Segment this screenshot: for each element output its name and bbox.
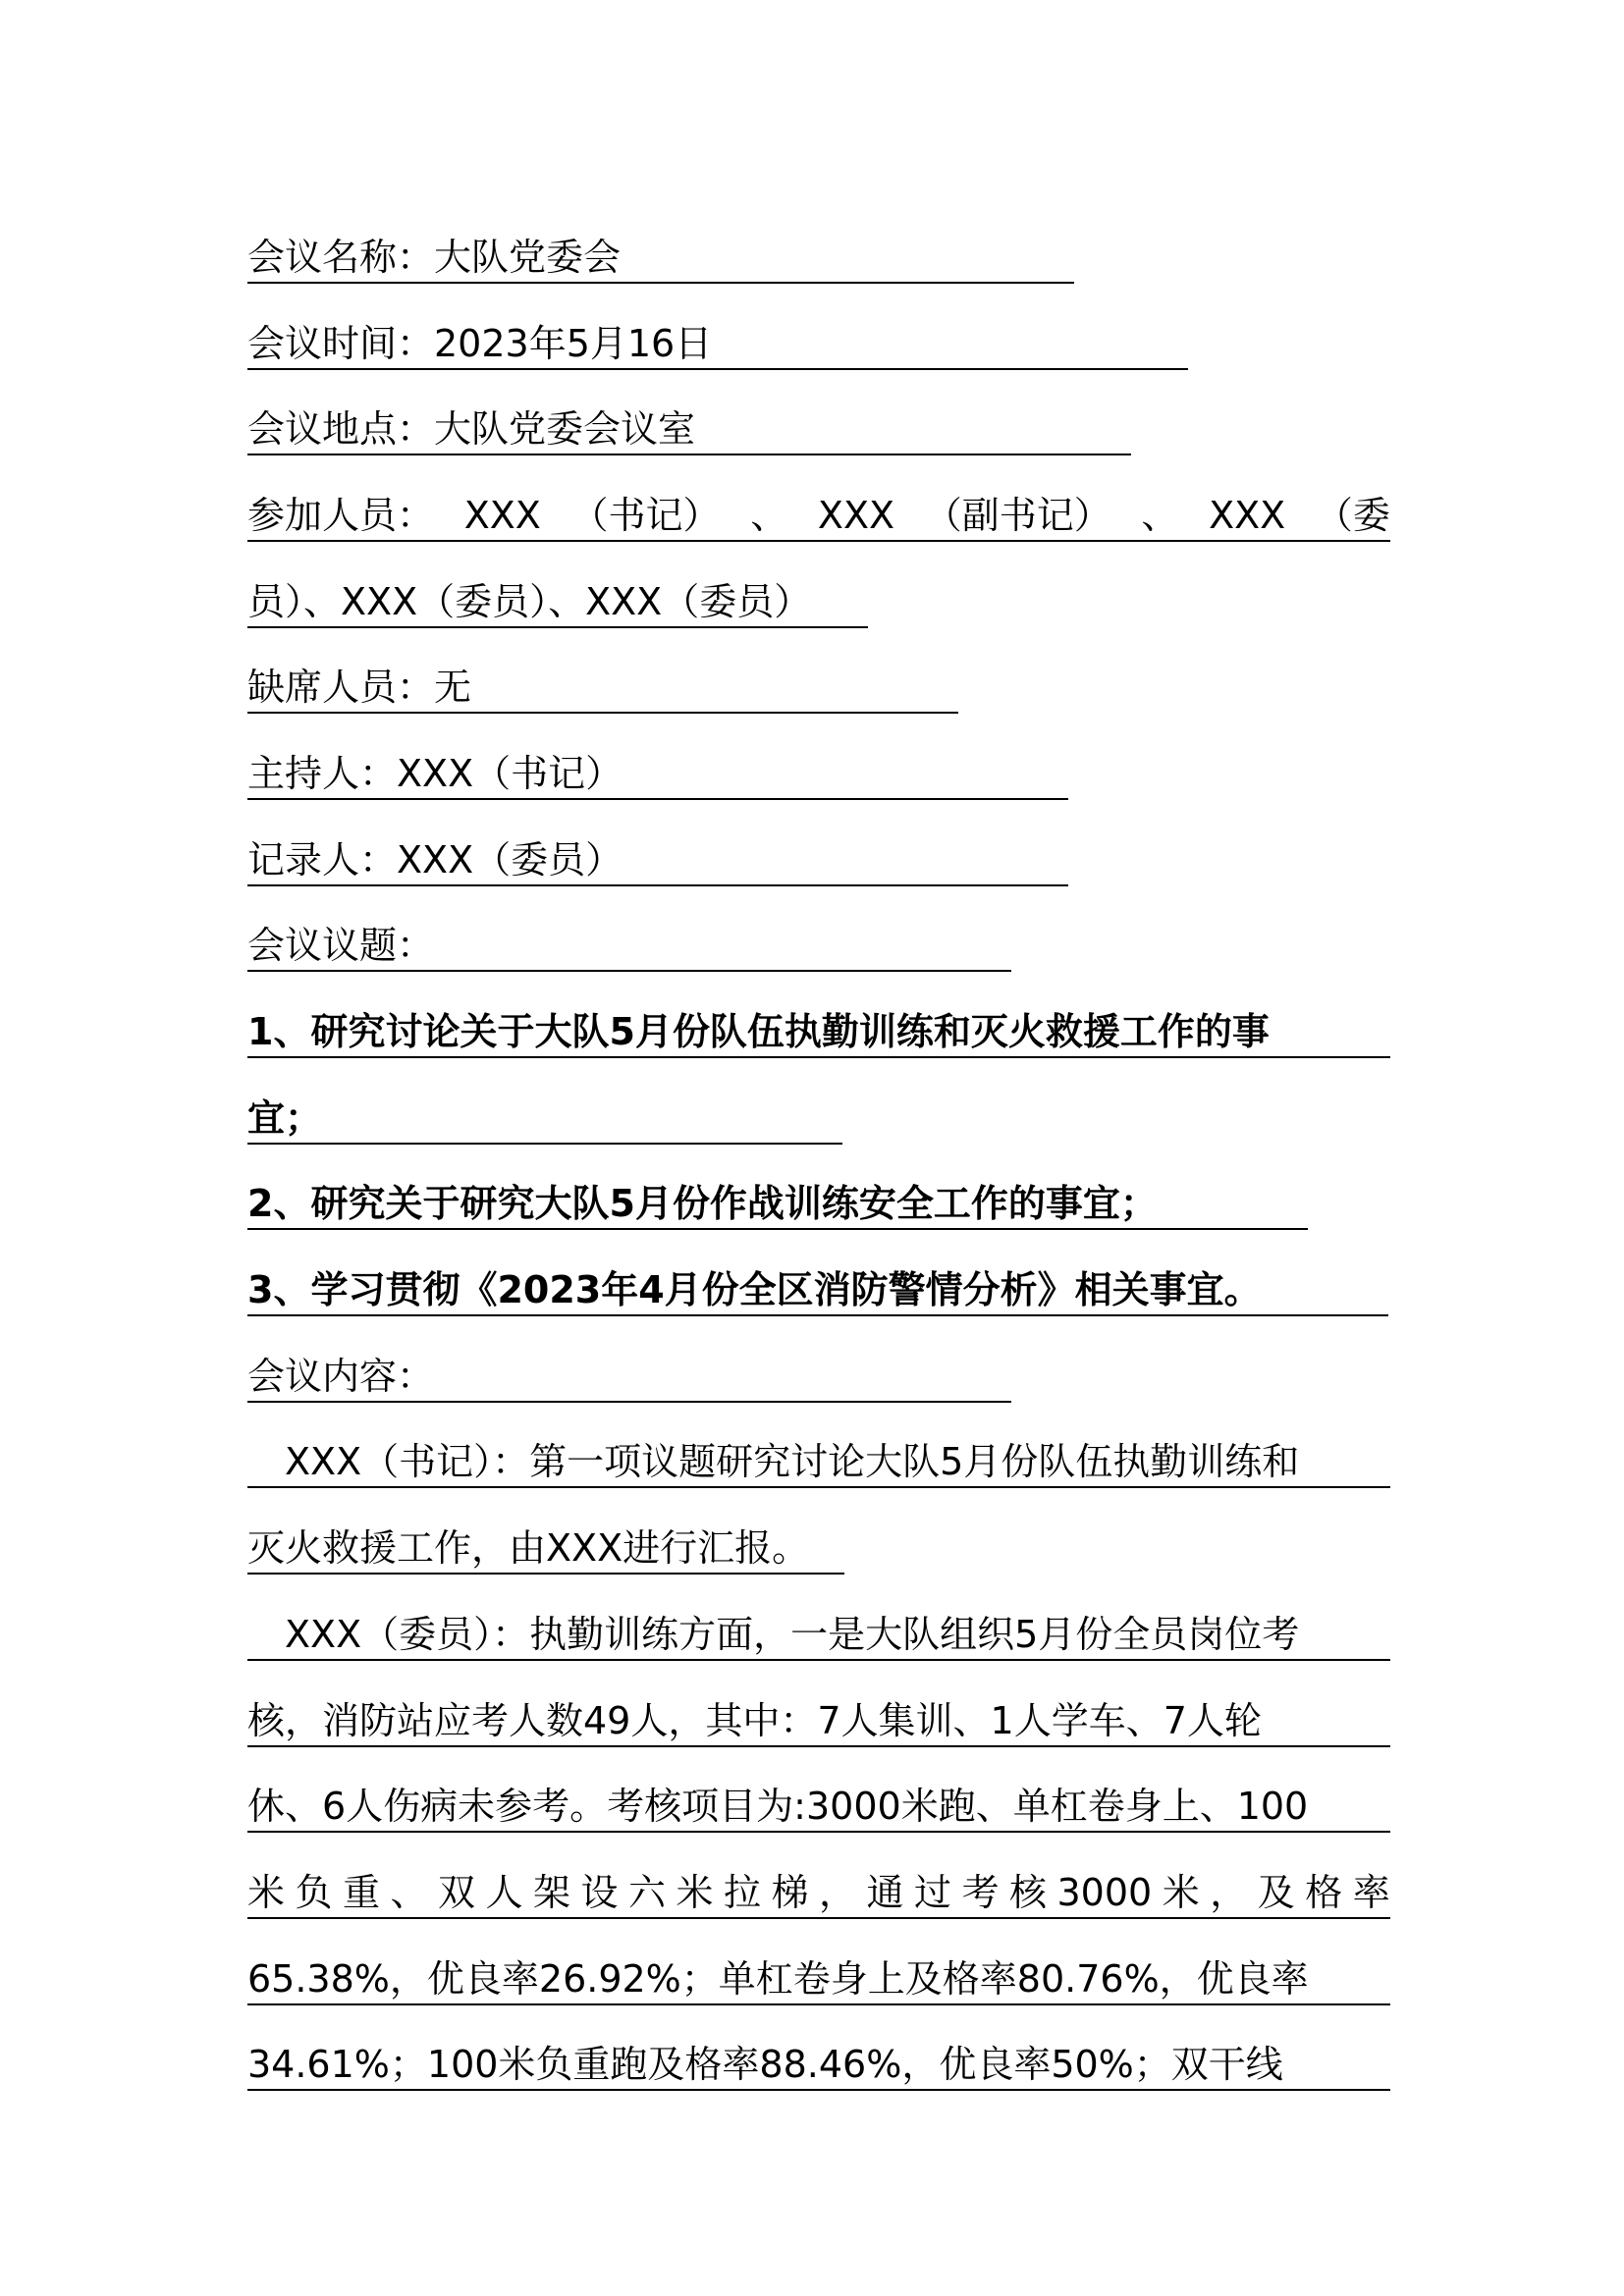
content-label: 会议内容： (247, 1352, 1011, 1403)
host-line: 主持人：XXX（书记） (247, 749, 1068, 800)
paragraph-2-line-5: 65.38%，优良率26.92%；单杠卷身上及格率80.76%，优良率 (247, 1954, 1390, 2005)
text-char: ， (1210, 1871, 1248, 1914)
meeting-location-line: 会议地点：大队党委会议室 (247, 404, 1131, 455)
attendee-name: XXX (817, 494, 895, 537)
attendees-label: 参加人员： (247, 494, 435, 537)
text-char: 六 (628, 1871, 667, 1914)
paragraph-2-line-4 (247, 1868, 1390, 1919)
attendee-role: （书记） (570, 494, 721, 537)
paragraph-2-line-1: XXX（委员）：执勤训练方面，一是大队组织5月份全员岗位考 (247, 1610, 1390, 1661)
text-char: 核 (1009, 1871, 1048, 1914)
text-char: 人 (485, 1871, 523, 1914)
paragraph-2-line-3: 休、6人伤病未参考。考核项目为:3000米跑、单杠卷身上、100 (247, 1782, 1390, 1833)
separator: 、 (750, 494, 788, 537)
text-char: 米 (247, 1871, 286, 1914)
text-char: 率 (1352, 1871, 1390, 1914)
paragraph-2-line-2: 核，消防站应考人数49人，其中：7人集训、1人学车、7人轮 (247, 1696, 1390, 1747)
topics-label: 会议议题： (247, 921, 1011, 972)
separator: 、 (1141, 494, 1179, 537)
text-char: 过 (914, 1871, 952, 1914)
text-char: 米 (676, 1871, 714, 1914)
topic-1-line-2: 宜； (247, 1094, 842, 1145)
topic-3-line: 3、学习贯彻《2023年4月份全区消防警情分析》相关事宜。 (247, 1265, 1388, 1316)
attendee-name: XXX (463, 494, 541, 537)
text-number: 3000 (1056, 1871, 1153, 1914)
attendees-line-1 (247, 491, 1390, 542)
text-char: 、 (390, 1871, 428, 1914)
text-char: 米 (1162, 1871, 1200, 1914)
text-char: 梯 (771, 1871, 809, 1914)
paragraph-2-line-6: 34.61%；100米负重跑及格率88.46%，优良率50%；双干线 (247, 2040, 1390, 2091)
text-char: 双 (438, 1871, 476, 1914)
text-char: 及 (1257, 1871, 1295, 1914)
text-char: 重 (343, 1871, 381, 1914)
topic-2-line: 2、研究关于研究大队5月份作战训练安全工作的事宜； (247, 1179, 1308, 1230)
text-char: 设 (580, 1871, 619, 1914)
text-char: ， (819, 1871, 857, 1914)
attendee-name: XXX (1209, 494, 1286, 537)
meeting-time-line: 会议时间：2023年5月16日 (247, 319, 1188, 370)
text-char: 格 (1305, 1871, 1343, 1914)
attendees-line-2: 员）、XXX（委员）、XXX（委员） (247, 577, 868, 628)
recorder-line: 记录人：XXX（委员） (247, 835, 1068, 886)
topic-1-line-1: 1、研究讨论关于大队5月份队伍执勤训练和灭火救援工作的事 (247, 1007, 1390, 1058)
text-char: 通 (866, 1871, 904, 1914)
meeting-name-line: 会议名称：大队党委会 (247, 233, 1074, 284)
absent-line: 缺席人员：无 (247, 663, 958, 714)
attendee-role-start: （委 (1315, 494, 1390, 537)
text-char: 负 (295, 1871, 333, 1914)
paragraph-1-line-1: XXX（书记）：第一项议题研究讨论大队5月份队伍执勤训练和 (247, 1437, 1390, 1488)
text-char: 拉 (724, 1871, 762, 1914)
text-char: 考 (961, 1871, 1000, 1914)
attendee-role: （副书记） (924, 494, 1111, 537)
text-char: 架 (533, 1871, 571, 1914)
paragraph-1-line-2: 灭火救援工作，由XXX进行汇报。 (247, 1523, 844, 1575)
